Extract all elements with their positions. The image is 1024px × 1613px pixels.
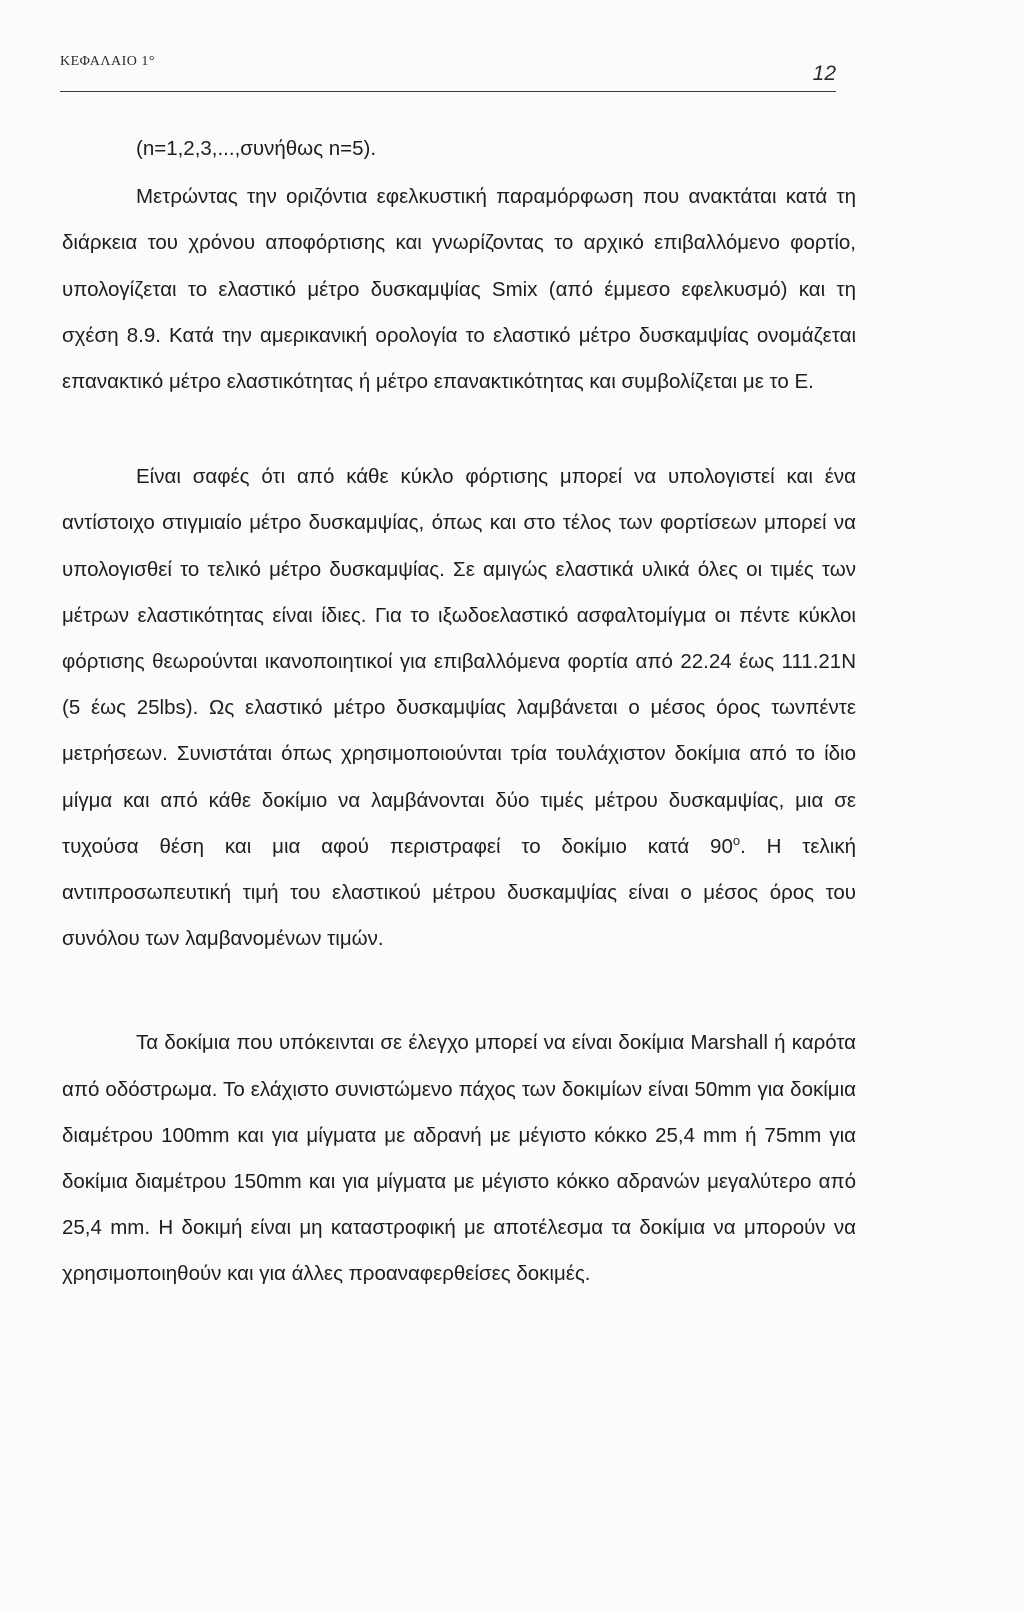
paragraph-load-cycles-text-end: . Η τελική αντιπροσωπευτική τιμή του ελαστικού μέτρου δυσκαμψίας είναι ο μέσος όρος του συνόλου των λαμβανομένων τιμών. [62,834,856,951]
page-number: 12 [812,62,836,85]
degree-superscript: o [732,833,741,849]
chapter-label: ΚΕΦΑΛΑΙΟ 1° [60,54,155,69]
body-text [62,126,856,1298]
header-rule [60,91,836,92]
paragraph-load-cycles-text: Είναι σαφές ότι από κάθε κύκλο φόρτισης μπορεί να υπολογιστεί και ένα αντίστοιχο στιγμιαίο μέτρο δυσκαμψίας, όπως και στο τέλος των φορτίσεων μπορεί να υπολογισθεί το τελικό μέτρο δυσκαμψίας. Σε αμιγώς ελαστικά υλικά όλες οι τιμές των μέτρων ελαστικότητας είναι ίδιες. Για το ιξωδοελαστικό ασφαλτομίγμα οι πέντε κύκλοι φόρτισης θεωρούνται ικανοποιητικοί για επιβαλλόμενα φορτία από 22.24 έως 111.21N (5 έως 25lbs). Ως ελαστικό μέτρο δυσκαμψίας λαμβάνεται ο μέσος όρος τωνπέντε μετρήσεων. Συνιστάται όπως χρησιμοποιούνται τρία τουλάχιστον δοκίμια από το ίδιο μίγμα και από κάθε δοκίμιο να λαμβάνονται δύο τιμές μέτρου δυσκαμψίας, μια σε τυχούσα θέση και μια αφού περιστραφεί το δοκίμιο κατά 90 [62,465,856,858]
paragraph-load-cycles [62,454,856,962]
paragraph-continuation: (n=1,2,3,...,συνήθως n=5). [136,137,377,160]
page-header [60,48,836,94]
paragraph-specimens: Τα δοκίμια που υπόκεινται σε έλεγχο μπορεί να είναι δοκίμια Marshall ή καρότα από οδόστρωμα. Το ελάχιστο συνιστώμενο πάχος των δοκιμίων είναι 50mm για δοκίμια διαμέτρου 100mm και για μίγματα με αδρανή με μέγιστο κόκκο 25,4 mm ή 75mm για δοκίμια διαμέτρου 150mm και για μίγματα με μέγιστο κόκκο αδρανών μεγαλύτερο από 25,4 mm. Η δοκιμή είναι μη καταστροφική με αποτέλεσμα τα δοκίμια να μπορούν να χρησιμοποιηθούν και για άλλες προαναφερθείσες δοκιμές. [62,1031,856,1286]
paragraph-stiffness-measurement: Μετρώντας την οριζόντια εφελκυστική παραμόρφωση που ανακτάται κατά τη διάρκεια του χρόνου αποφόρτισης και γνωρίζοντας το αρχικό επιβαλλόμενο φορτίο, υπολογίζεται το ελαστικό μέτρο δυσκαμψίας Smix (από έμμεσο εφελκυσμό) και τη σχέση 8.9. Κατά την αμερικανική ορολογία το ελαστικό μέτρο δυσκαμψίας ονομάζεται επανακτικό μέτρο ελαστικότητας ή μέτρο επανακτικότητας και συμβολίζεται με το Ε. [62,185,856,394]
